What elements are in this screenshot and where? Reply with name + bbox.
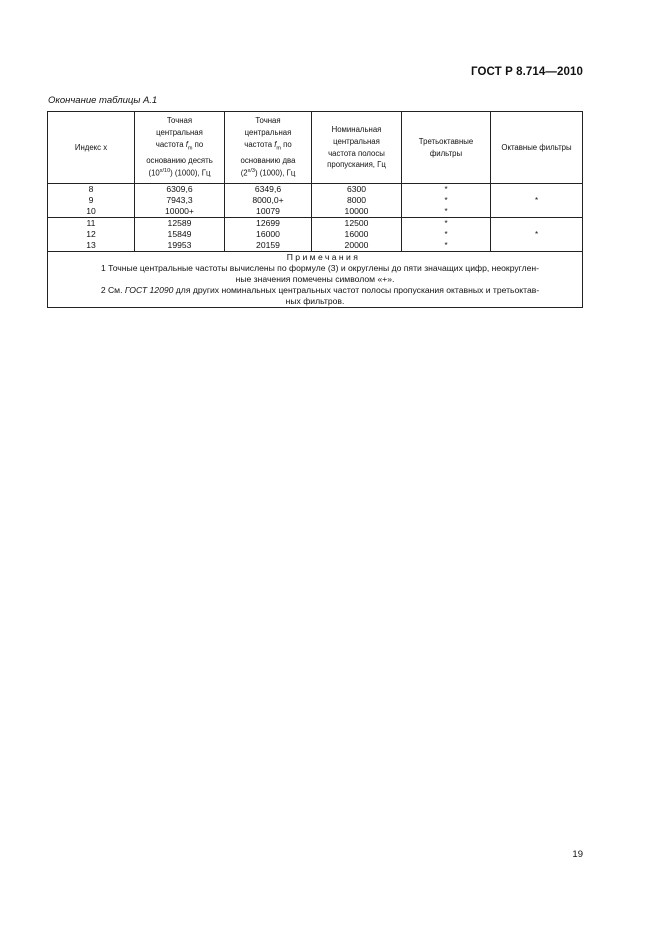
- note-1-continued: ные значения помечены символом «+».: [235, 274, 395, 284]
- standard-reference: ГОСТ 12090: [124, 285, 174, 295]
- note-2-continued: ных фильтров.: [285, 296, 345, 306]
- cell-exact-base2: 6349,6 8000,0+ 10079: [225, 184, 312, 218]
- table-notes-row: [48, 252, 583, 308]
- table-row-group: [48, 218, 583, 252]
- cell-third-octave: * * *: [402, 218, 491, 252]
- note-1: 1 Точные центральные частоты вычислены по формуле (3) и округлены до пяти значащих цифр, неокруглен-: [100, 263, 540, 273]
- cell-nominal: 12500 16000 20000: [312, 218, 402, 252]
- table-notes: [48, 252, 583, 308]
- notes-title: Примечания: [286, 252, 361, 262]
- cell-exact-base2: 12699 16000 20159: [225, 218, 312, 252]
- col-header-exact-base2: Точная центральная частота $f_m$ по основанию два $(2^{x/3})$ (1000), Гц: [225, 112, 312, 184]
- col-header-octave: Октавные фильтры: [491, 112, 583, 184]
- cell-nominal: 6300 8000 10000: [312, 184, 402, 218]
- note-2: 2 См. ГОСТ 12090 для других номинальных центральных частот полосы пропускания октавных и третьоктав-: [100, 285, 540, 295]
- cell-third-octave: * * *: [402, 184, 491, 218]
- col-header-nominal: Номинальная центральная частота полосы пропускания, Гц: [312, 112, 402, 184]
- frequency-table: [47, 111, 583, 308]
- col-header-third-octave: Третьоктавные фильтры: [402, 112, 491, 184]
- col-header-exact-base10: Точная центральная частота $f_m$ по основанию десять $(10^{x/10})$ (1000), Гц: [135, 112, 225, 184]
- cell-index: 8 9 10: [48, 184, 135, 218]
- cell-octave: *: [491, 184, 583, 218]
- page-number: 19: [572, 849, 583, 860]
- table-caption: Окончание таблицы А.1: [48, 95, 158, 106]
- document-code: ГОСТ Р 8.714—2010: [471, 66, 583, 78]
- cell-octave: *: [491, 218, 583, 252]
- cell-exact-base10: 12589 15849 19953: [135, 218, 225, 252]
- table-header-row: [48, 112, 583, 184]
- cell-exact-base10: 6309,6 7943,3 10000+: [135, 184, 225, 218]
- table-row-group: [48, 184, 583, 218]
- col-header-index: Индекс x: [48, 112, 135, 184]
- cell-index: 11 12 13: [48, 218, 135, 252]
